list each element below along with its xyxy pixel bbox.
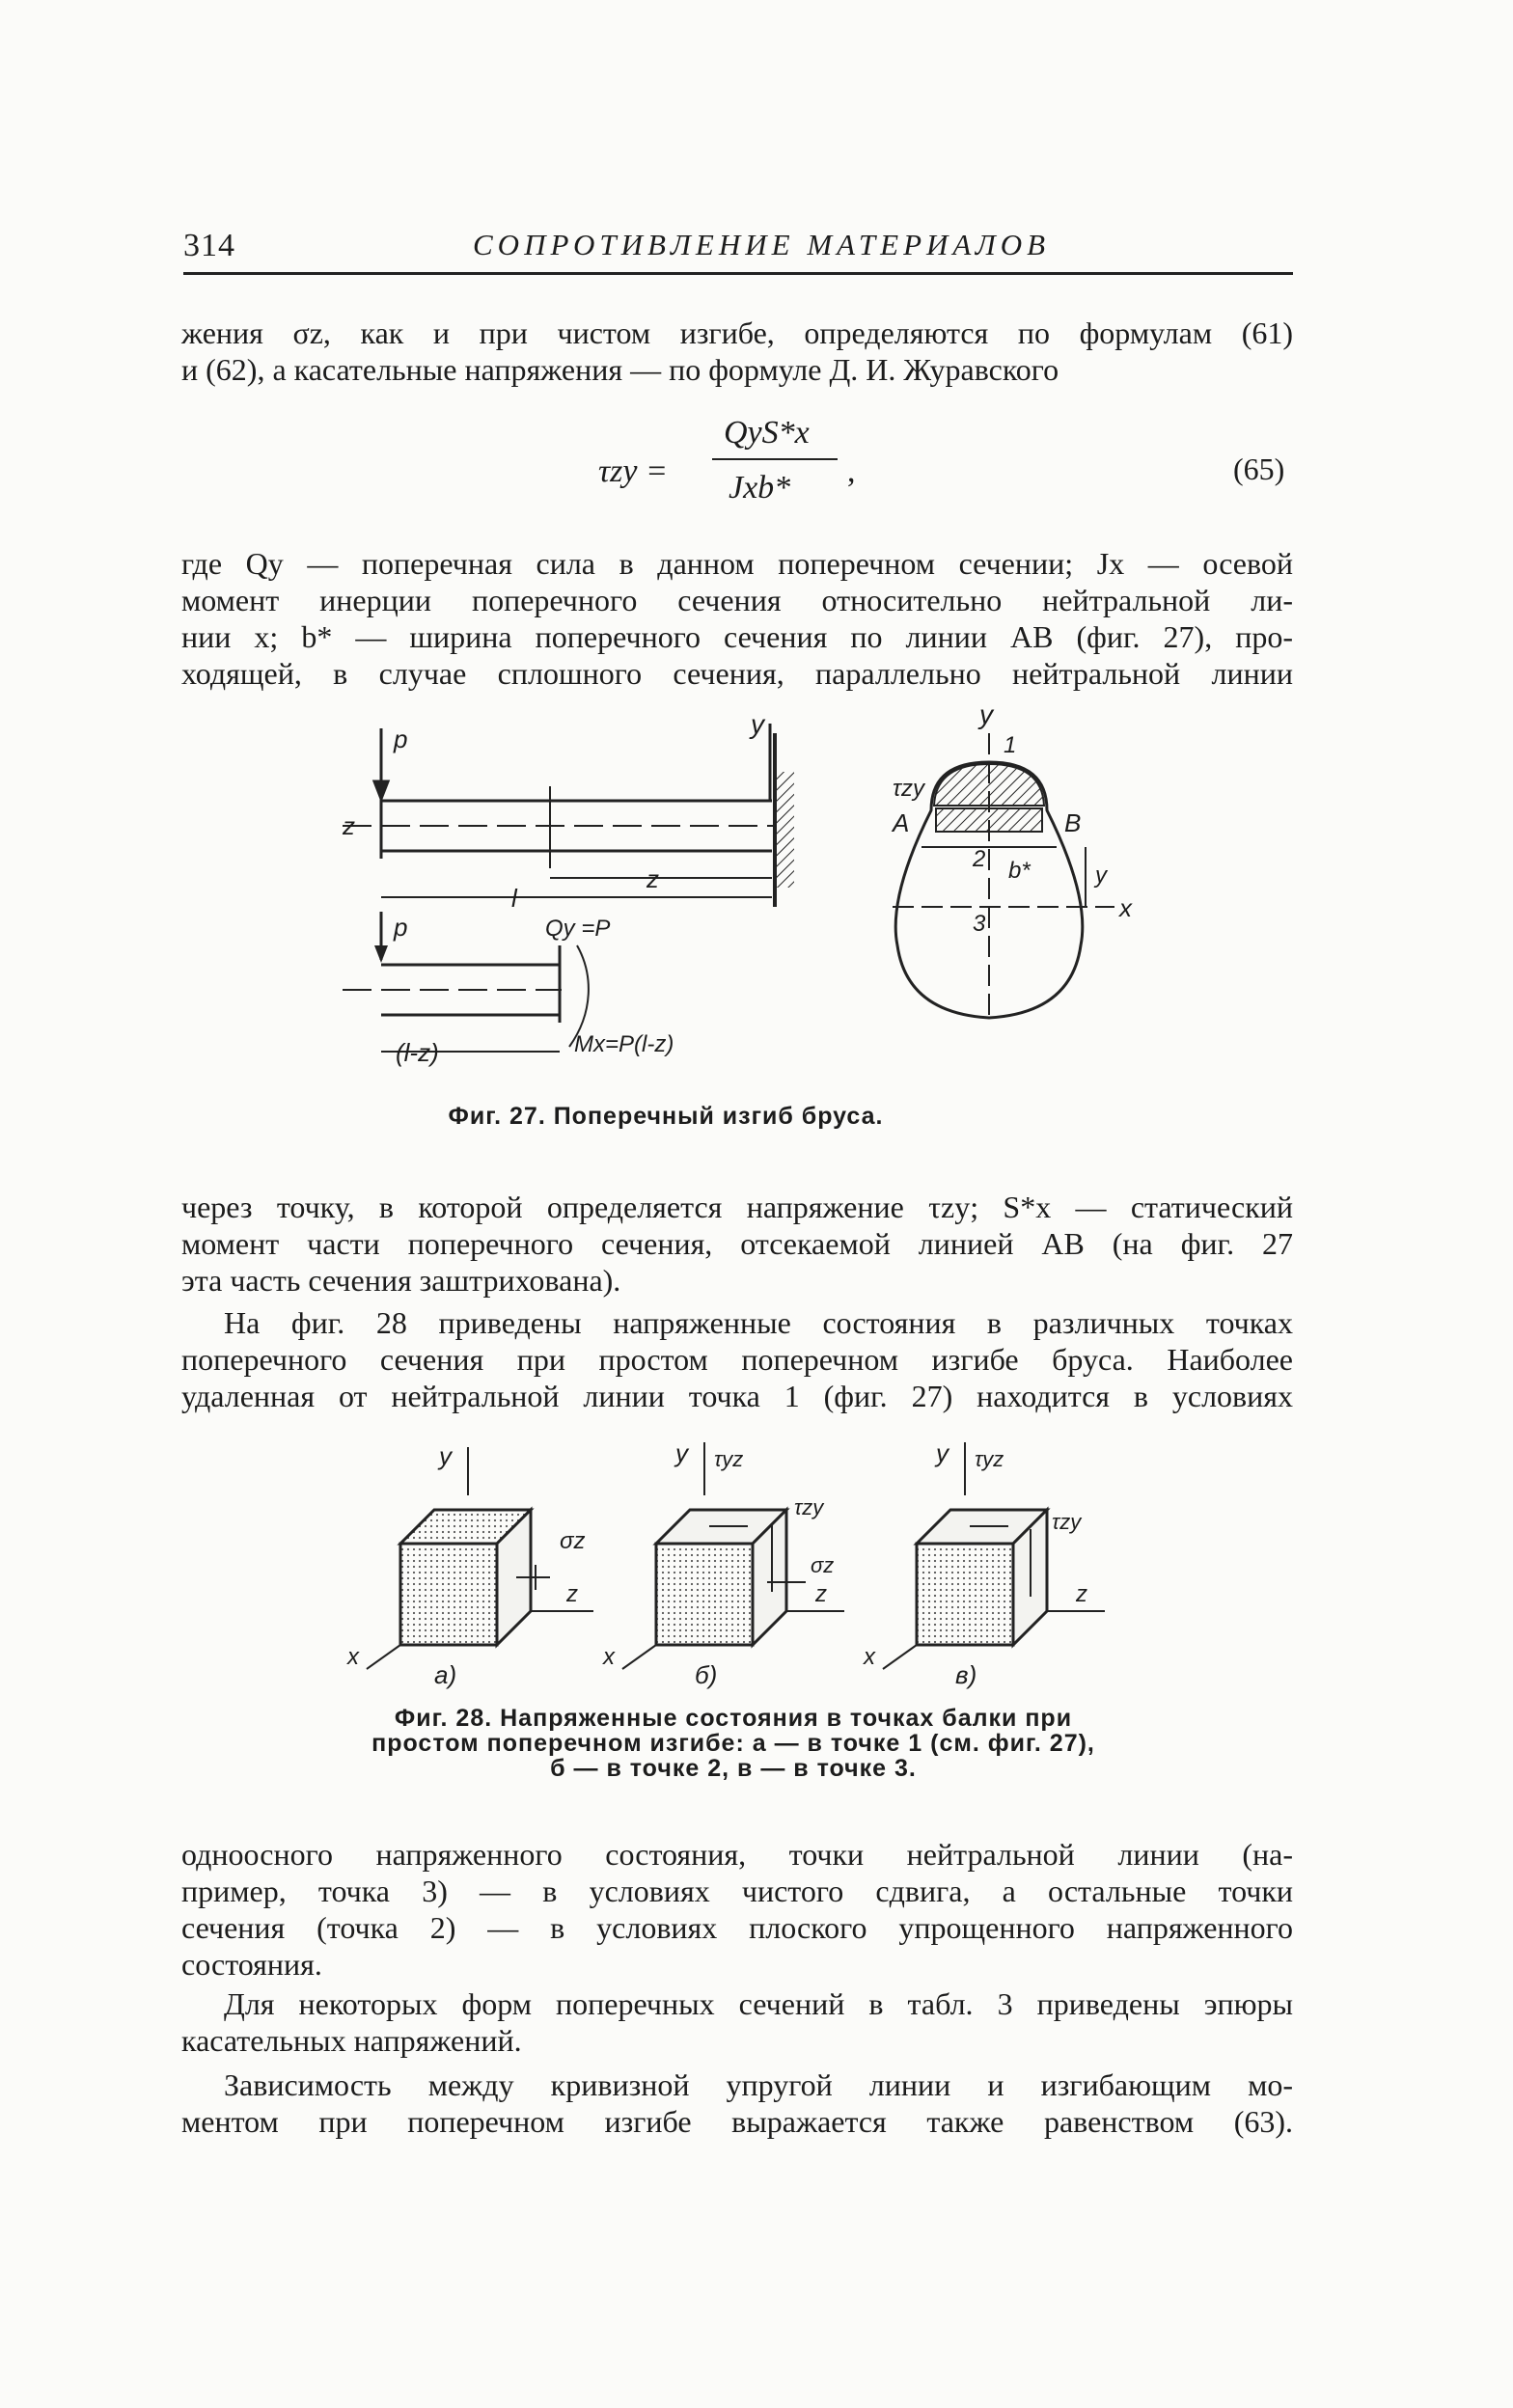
cantilever-beam xyxy=(343,728,777,868)
label-c-y: y xyxy=(936,1438,949,1467)
label-b-y: y xyxy=(675,1438,688,1467)
figure-27-caption: Фиг. 27. Поперечный изгиб бруса. xyxy=(448,1103,884,1130)
text-line: состояния. xyxy=(181,1947,322,1982)
label-p-top: p xyxy=(394,725,408,753)
paragraph-stress-states xyxy=(181,1836,1293,1983)
text-line: поперечного сечения при простом поперечном изгибе бруса. Наиболее xyxy=(181,1342,1293,1377)
text-line: момент инерции поперечного сечения относительно нейтральной ли- xyxy=(181,583,1293,617)
text-line: через точку, в которой определяется напряжение τzy; S*x — статический xyxy=(181,1190,1293,1224)
text-line: пример, точка 3) — в условиях чистого сдвига, а остальные точки xyxy=(181,1874,1293,1908)
cube-a xyxy=(367,1447,593,1669)
label-y-section: y xyxy=(979,704,993,729)
text-line: касательных напряжений. xyxy=(181,2023,522,2058)
label-b-tag: б) xyxy=(695,1660,718,1689)
label-B: B xyxy=(1064,808,1082,837)
label-y-wall: y xyxy=(751,709,764,739)
text-line: ментом при поперечном изгибе выражается также равенством (63). xyxy=(181,2104,1293,2139)
label-a-x: x xyxy=(347,1644,359,1670)
paragraph-intro xyxy=(181,315,1293,388)
text-line: Зависимость между кривизной упругой линии и изгибающим мо- xyxy=(224,2067,1293,2102)
paragraph-fig28-intro xyxy=(181,1304,1293,1414)
label-c-tag: в) xyxy=(955,1660,977,1689)
text-line: одноосного напряженного состояния, точки нейтральной линии (на- xyxy=(181,1837,1293,1872)
label-a-z: z xyxy=(566,1581,578,1607)
label-c-tau-yz: τyz xyxy=(975,1447,1004,1471)
label-l-minus-z: (l-z) xyxy=(396,1038,439,1067)
caption-line: простом поперечном изгибе: а — в точке 1 (см. фиг. 27), xyxy=(371,1730,1095,1757)
text-line: жения σz, как и при чистом изгибе, определяются по формулам (61) xyxy=(181,315,1293,350)
caption-line: Фиг. 28. Напряженные состояния в точках балки при xyxy=(394,1705,1073,1732)
formula-lhs: τzy = xyxy=(598,453,668,489)
label-mx: Mx=P(l-z) xyxy=(574,1031,674,1057)
caption-line: б — в точке 2, в — в точке 3. xyxy=(550,1755,917,1782)
text-line: На фиг. 28 приведены напряженные состояния в различных точках xyxy=(224,1305,1293,1340)
label-A: A xyxy=(893,808,910,837)
figure-27 xyxy=(338,704,1206,1071)
label-point-2: 2 xyxy=(973,846,986,872)
label-c-z: z xyxy=(1076,1581,1087,1607)
figure-28-caption xyxy=(318,1706,1148,1781)
label-z-dim: z xyxy=(646,864,659,893)
text-line: где Qy — поперечная сила в данном поперечном сечении; Jx — осевой xyxy=(181,546,1293,581)
label-z-axis: z xyxy=(343,811,355,840)
load-arrow-p xyxy=(374,728,388,799)
paragraph-definitions xyxy=(181,545,1293,692)
label-b-x: x xyxy=(603,1644,615,1670)
text-line: и (62), а касательные напряжения — по формуле Д. И. Журавского xyxy=(181,352,1059,387)
text-line: момент части поперечного сечения, отсекаемой линией AB (на фиг. 27 xyxy=(181,1226,1293,1261)
formula-denominator: Jxb* xyxy=(729,470,791,506)
wall-support xyxy=(775,733,794,907)
label-a-y: y xyxy=(439,1441,452,1470)
text-line: Для некоторых форм поперечных сечений в табл. 3 приведены эпюры xyxy=(224,1986,1293,2021)
label-b-tau-yz: τyz xyxy=(714,1447,744,1471)
equation-number: (65) xyxy=(1233,452,1285,486)
text-line: удаленная от нейтральной линии точка 1 (фиг. 27) находится в условиях xyxy=(181,1379,1293,1413)
label-point-1: 1 xyxy=(1004,732,1017,758)
text-line: эта часть сечения заштрихована). xyxy=(181,1263,621,1298)
label-qy: Qy =P xyxy=(545,916,611,942)
label-b-star: b* xyxy=(1008,858,1031,884)
label-c-tau-zy: τzy xyxy=(1052,1510,1082,1534)
text-line: нии x; b* — ширина поперечного сечения по линии AB (фиг. 27), про- xyxy=(181,619,1293,654)
formula-numerator: QyS*x xyxy=(724,415,810,451)
page-number: 314 xyxy=(183,228,235,263)
running-title: СОПРОТИВЛЕНИЕ МАТЕРИАЛОВ xyxy=(473,228,1051,261)
label-c-x: x xyxy=(864,1644,875,1670)
text-line: ходящей, в случае сплошного сечения, параллельно нейтральной линии xyxy=(181,656,1293,691)
formula-comma: , xyxy=(847,453,856,489)
label-b-z: z xyxy=(815,1581,827,1607)
figure-28 xyxy=(343,1437,1172,1698)
fraction-bar xyxy=(712,458,838,460)
label-tau-zy: τzy xyxy=(893,776,924,802)
cube-c xyxy=(883,1442,1105,1669)
formula-65 xyxy=(598,410,888,516)
page-header xyxy=(183,222,1293,275)
paragraph-static-moment xyxy=(181,1189,1293,1299)
label-p-bottom: p xyxy=(394,913,408,942)
label-x-axis: x xyxy=(1119,893,1132,922)
label-point-3: 3 xyxy=(973,911,986,937)
label-a-tag: а) xyxy=(434,1660,457,1689)
paragraph-table-ref xyxy=(181,1985,1293,2059)
label-y-dim: y xyxy=(1095,862,1107,889)
label-b-tau-zy: τzy xyxy=(794,1495,824,1519)
label-b-sigma: σz xyxy=(811,1553,835,1577)
text-line: сечения (точка 2) — в условиях плоского упрощенного напряженного xyxy=(181,1910,1293,1945)
label-a-sigma: σz xyxy=(560,1528,586,1554)
label-l: l xyxy=(511,884,517,913)
paragraph-curvature xyxy=(181,2066,1293,2140)
